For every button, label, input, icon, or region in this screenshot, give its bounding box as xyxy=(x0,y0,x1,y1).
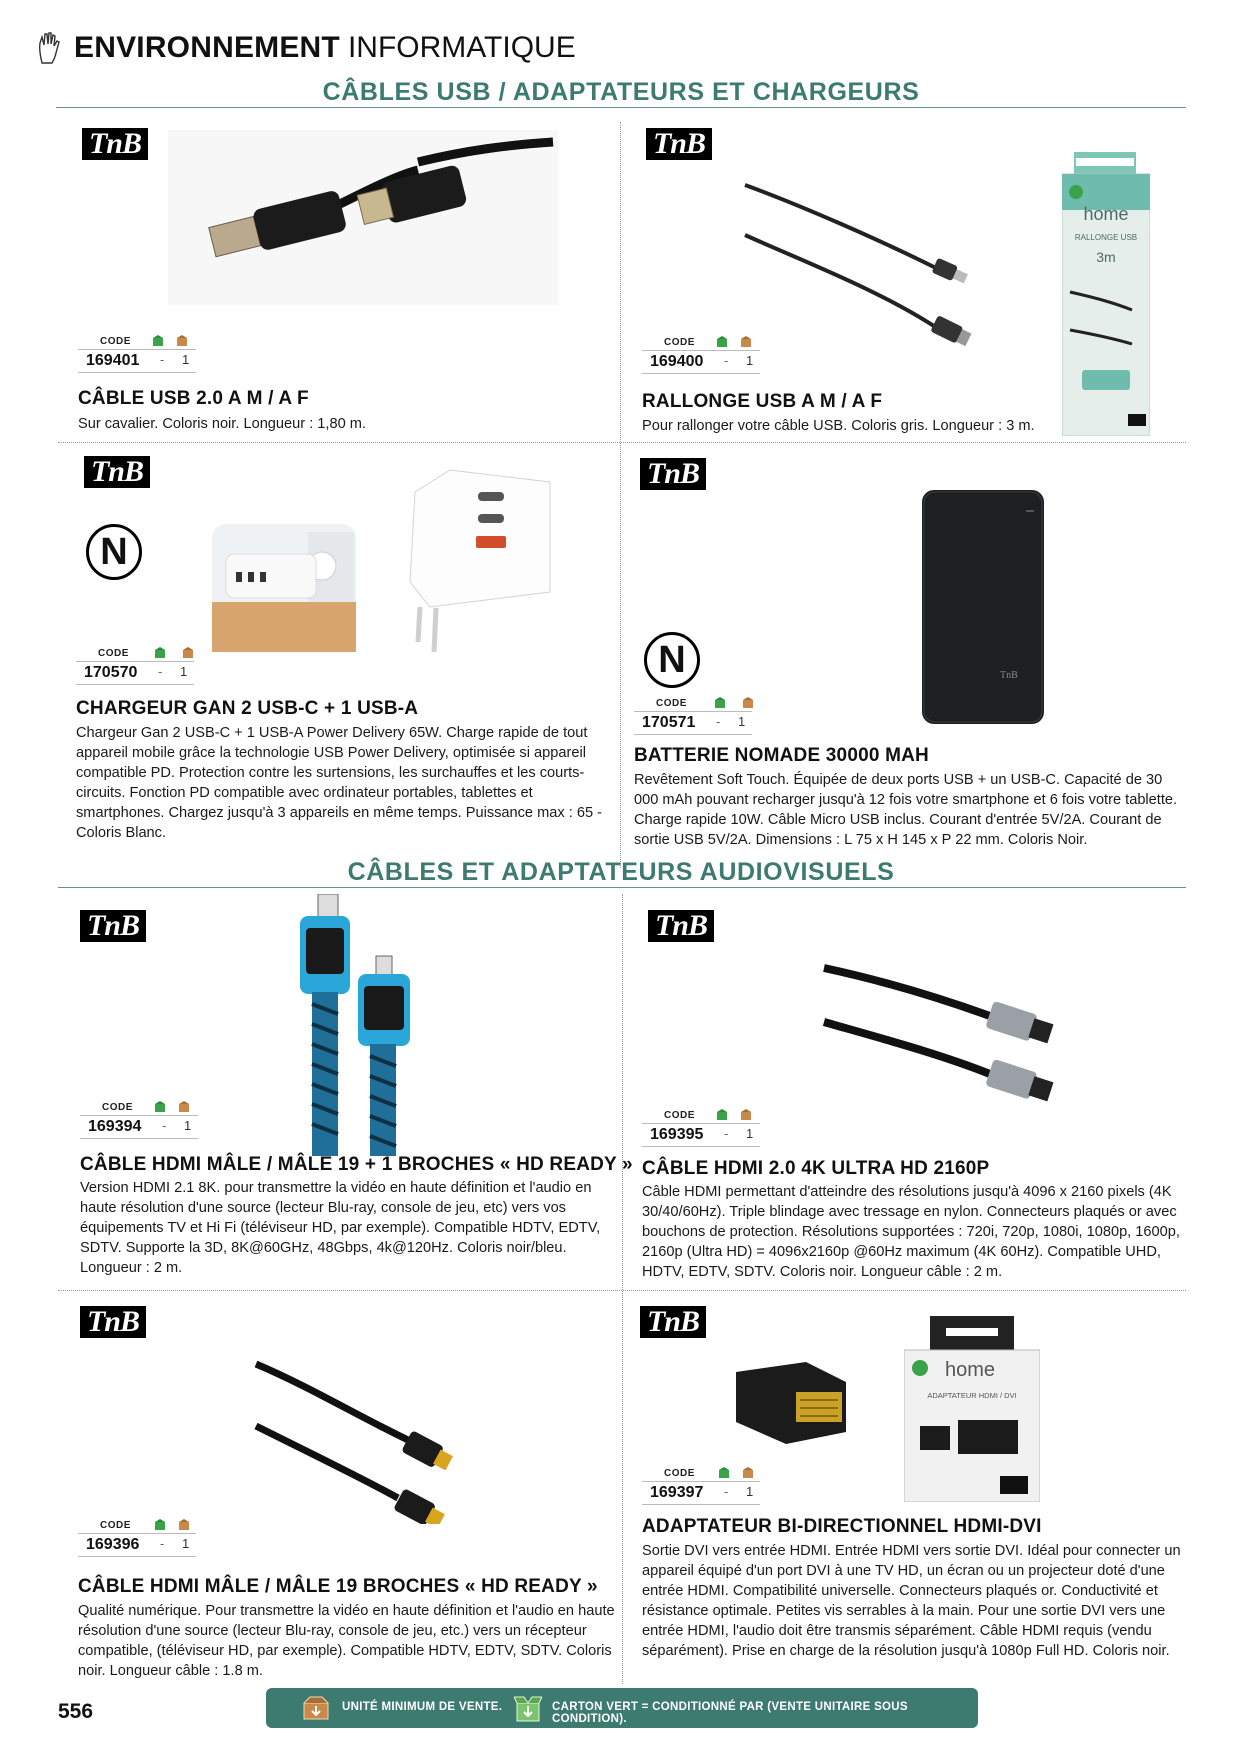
tnb-logo: TnB xyxy=(80,910,146,942)
min-qty: 1 xyxy=(738,714,746,729)
min-qty: 1 xyxy=(182,1536,190,1551)
tnb-logo: TnB xyxy=(646,128,712,160)
green-carton-icon xyxy=(152,335,164,346)
page-title-bold: ENVIRONNEMENT xyxy=(74,31,340,64)
section-rule xyxy=(56,107,1186,108)
tnb-logo: TnB xyxy=(80,1306,146,1338)
charger-photo xyxy=(400,462,570,662)
product-title: CÂBLE USB 2.0 A M / A F xyxy=(78,388,309,409)
product-description: Pour rallonger votre câble USB. Coloris gris. Longueur : 3 m. xyxy=(642,418,1035,434)
green-carton-icon xyxy=(716,336,728,347)
product-description: Sortie DVI vers entrée HDMI. Entrée HDMI vers sortie DVI. Idéal pour connecter un appareil équipé d'un port DVI à une TV HD, un écran ou un projecteur doté d'une entrée HDMI. Compatibilité universelle. Connecteurs plaqués or. Conductivité et résistance optimale. Petites vis serrables à la main. Pour une sortie DVI vers une entrée HDMI, l'audio doit être transmis séparément. Câble HDMI requis (vendu séparément). Prise en charge de la résolution jusqu'à 1080p Full HD. Coloris noir. xyxy=(642,1543,1181,1659)
charger-wall-photo xyxy=(212,524,356,652)
product-title: CÂBLE HDMI MÂLE / MÂLE 19 + 1 BROCHES « HD READY » xyxy=(80,1154,633,1175)
adapter-packaging-photo xyxy=(904,1316,1040,1502)
hdmi-braided-cable-photo xyxy=(290,894,420,1156)
page-number: 556 xyxy=(58,1700,94,1723)
product-code: 169396 xyxy=(86,1536,140,1553)
product-title: BATTERIE NOMADE 30000 MAH xyxy=(634,745,929,766)
hdmi-cable-19-photo xyxy=(248,1356,468,1524)
box-icon xyxy=(740,336,752,347)
green-carton-icon xyxy=(154,1101,166,1112)
box-icon xyxy=(742,1467,754,1478)
hdmi-dvi-adapter-photo xyxy=(726,1352,866,1452)
packaging-photo xyxy=(1062,152,1150,436)
section-title-av: CÂBLES ET ADAPTATEURS AUDIOVISUELS xyxy=(347,858,895,886)
product-title: CÂBLE HDMI 2.0 4K ULTRA HD 2160P xyxy=(642,1158,990,1179)
row-divider xyxy=(58,1290,1186,1291)
column-divider xyxy=(620,122,621,868)
product-title: ADAPTATEUR BI-DIRECTIONNEL HDMI-DVI xyxy=(642,1516,1042,1537)
new-product-badge: N xyxy=(86,524,142,580)
usb-cable-photo xyxy=(168,130,558,305)
box-icon xyxy=(182,647,194,658)
green-carton-icon xyxy=(154,647,166,658)
green-carton-icon xyxy=(714,697,726,708)
product-code: 170570 xyxy=(84,664,138,681)
green-carton-icon xyxy=(514,1694,542,1722)
svg-text:TnB: TnB xyxy=(1000,670,1018,681)
section-title-usb: CÂBLES USB / ADAPTATEURS ET CHARGEURS xyxy=(322,78,920,106)
svg-text:ADAPTATEUR HDMI / DVI: ADAPTATEUR HDMI / DVI xyxy=(927,1391,1017,1400)
tnb-logo: TnB xyxy=(82,128,148,160)
page-title-light: INFORMATIQUE xyxy=(347,31,576,64)
svg-text:3m: 3m xyxy=(1096,249,1116,265)
green-carton-icon xyxy=(718,1467,730,1478)
row-divider xyxy=(58,442,1186,443)
legend-bar xyxy=(266,1688,978,1728)
power-bank-photo xyxy=(920,488,1046,726)
page-header xyxy=(36,28,576,68)
hand-icon xyxy=(36,31,62,65)
section-rule xyxy=(58,887,1186,888)
product-description: Câble HDMI permettant d'atteindre des résolutions jusqu'à 4096 x 2160 pixels (4K 30/40/60Hz). Triple blindage avec tressage en nylon. Connecteurs plaqués or avec bouchons de protection. Résolutions supportées : 720i, 720p, 1080i, 1080p, 1600p, 2160p (Ultra HD) = 4096x2160p @60Hz maximum (4K 60Hz). Compatible UHD, HDTV, EDTV, SDTV. Coloris noir. Longueur câble : 2 m. xyxy=(642,1184,1180,1280)
box-icon xyxy=(176,335,188,346)
box-icon xyxy=(302,1696,330,1720)
min-qty: 1 xyxy=(182,352,190,367)
product-description: Chargeur Gan 2 USB-C + 1 USB-A Power Delivery 65W. Charge rapide de tout appareil mobile grâce la technologie USB Power Delivery, optimisée si appareil compatible PD. Protection contre les surtensions, les surchauffes et les courts-circuits. Fonction PD compatible avec ordinateur portables, tablettes et smartphones. Chargez jusqu'à 3 appareils en même temps. Puissance max : 65 - Coloris Blanc. xyxy=(76,725,602,841)
product-description: Revêtement Soft Touch. Équipée de deux ports USB + un USB-C. Capacité de 30 000 mAh pouvant recharger jusqu'à 12 fois votre smartphone et 6 fois votre tablette. Charge rapide 10W. Câble Micro USB inclus. Courant d'entrée 5V/2A. Courant de sortie USB 5V/2A. Dimensions : L 75 x H 145 x P 22 mm. Coloris Noir. xyxy=(634,772,1178,848)
usb-extension-photo xyxy=(740,160,990,360)
tnb-logo: TnB xyxy=(84,456,150,488)
tnb-logo: TnB xyxy=(648,910,714,942)
tnb-logo: TnB xyxy=(640,1306,706,1338)
min-qty: 1 xyxy=(746,1126,754,1141)
legend-unit: UNITÉ MINIMUM DE VENTE. xyxy=(342,1701,503,1713)
box-icon xyxy=(740,1109,752,1120)
green-carton-icon xyxy=(716,1109,728,1120)
product-code: 169400 xyxy=(650,353,704,370)
column-divider xyxy=(622,894,623,1684)
product-code: 169397 xyxy=(650,1484,704,1501)
product-title: RALLONGE USB A M / A F xyxy=(642,391,883,412)
min-qty: 1 xyxy=(746,1484,754,1499)
new-product-badge: N xyxy=(644,632,700,688)
min-qty: 1 xyxy=(746,353,754,368)
tnb-logo: TnB xyxy=(640,458,706,490)
product-title: CÂBLE HDMI MÂLE / MÂLE 19 BROCHES « HD READY » xyxy=(78,1576,598,1597)
box-icon xyxy=(742,697,754,708)
box-icon xyxy=(178,1101,190,1112)
product-code: 169401 xyxy=(86,352,140,369)
svg-text:home: home xyxy=(1083,204,1129,224)
box-icon xyxy=(178,1519,190,1530)
hdmi-cable-photo xyxy=(820,958,1080,1114)
product-title: CHARGEUR GAN 2 USB-C + 1 USB-A xyxy=(76,698,419,719)
min-qty: 1 xyxy=(180,664,188,679)
legend-carton: CARTON VERT = CONDITIONNÉ PAR (VENTE UNITAIRE SOUS CONDITION). xyxy=(552,1701,908,1725)
product-code: 169395 xyxy=(650,1126,704,1143)
green-carton-icon xyxy=(154,1519,166,1530)
product-description: Sur cavalier. Coloris noir. Longueur : 1,80 m. xyxy=(78,416,366,432)
product-description: Version HDMI 2.1 8K. pour transmettre la vidéo en haute définition et l'audio en haute résolution d'une source (lecteur Blu-ray, console de jeu, etc) vers vos équipements TV et Hi Fi (téléviseur HD, par exemple). Compatible HDTV, EDTV, SDTV. Supporte la 3D, 8K@60GHz, 48Gbps, 4k@120Hz. Coloris noir/bleu. Longueur : 2 m. xyxy=(80,1180,601,1276)
product-description: Qualité numérique. Pour transmettre la vidéo en haute définition et l'audio en haute résolution d'une source (lecteur Blu-ray, console de jeu, etc.) vers un récepteur compatible, (téléviseur HD, par exemple). Compatible HDTV, EDTV, SDTV. Coloris noir. Longueur câble : 1.8 m. xyxy=(78,1603,615,1679)
product-code: 169394 xyxy=(88,1118,142,1135)
product-code: 170571 xyxy=(642,714,696,731)
svg-text:home: home xyxy=(944,1359,996,1381)
min-qty: 1 xyxy=(184,1118,192,1133)
svg-text:RALLONGE USB: RALLONGE USB xyxy=(1074,233,1138,242)
